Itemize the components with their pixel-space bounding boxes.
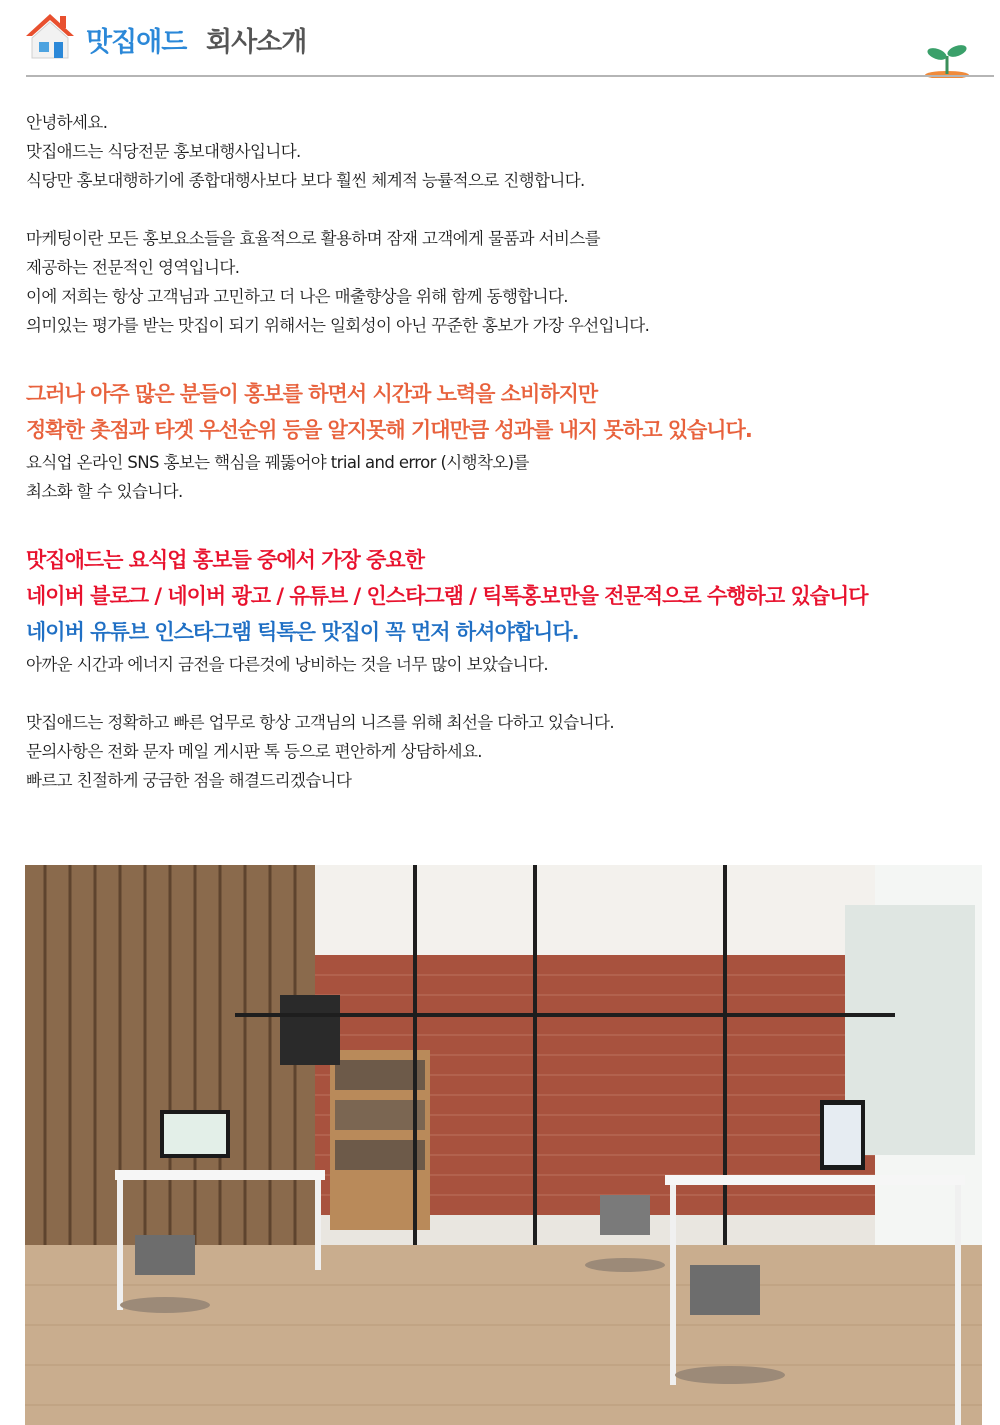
closing-line: 맛집애드는 정확하고 빠른 업무로 항상 고객님의 니즈를 위해 최선을 다하고 있습니다. bbox=[26, 713, 614, 732]
header-divider bbox=[26, 75, 994, 77]
closing-line: 빠르고 친절하게 궁금한 점을 해결드리겠습니다 bbox=[26, 771, 352, 790]
intro-line: 식당만 홍보대행하기에 종합대행사보다 보다 훨씬 체계적 능률적으로 진행합니다. bbox=[26, 171, 585, 190]
marketing-line: 의미있는 평가를 받는 맛집이 되기 위해서는 일회성이 아닌 꾸준한 홍보가 가장 우선입니다. bbox=[26, 316, 650, 335]
page-header bbox=[0, 0, 1000, 80]
house-icon bbox=[24, 12, 76, 60]
highlight-red-line: 네이버 블로그 / 네이버 광고 / 유튜브 / 인스타그램 / 틱톡홍보만을 전문적으로 수행하고 있습니다 bbox=[26, 584, 868, 608]
office-photo bbox=[25, 865, 982, 1425]
company-intro-text bbox=[26, 108, 976, 795]
sprout-icon bbox=[922, 40, 972, 78]
highlight-orange-line: 정확한 촛점과 타겟 우선순위 등을 알지못해 기대만큼 성과를 내지 못하고 있습니다. bbox=[26, 418, 752, 442]
highlight-red-line: 맛집애드는 요식업 홍보들 중에서 가장 중요한 bbox=[26, 548, 424, 572]
closing-line: 문의사항은 전화 문자 메일 게시판 톡 등으로 편안하게 상담하세요. bbox=[26, 742, 482, 761]
waste-line: 아까운 시간과 에너지 금전을 다른것에 낭비하는 것을 너무 많이 보았습니다. bbox=[26, 655, 548, 674]
marketing-line: 이에 저희는 항상 고객님과 고민하고 더 나은 매출향상을 위해 함께 동행합니다. bbox=[26, 287, 568, 306]
marketing-line: 마케팅이란 모든 홍보요소들을 효율적으로 활용하며 잠재 고객에게 물품과 서비스를 bbox=[26, 229, 601, 248]
marketing-line: 제공하는 전문적인 영역입니다. bbox=[26, 258, 240, 277]
intro-line: 안녕하세요. bbox=[26, 113, 108, 132]
intro-line: 맛집애드는 식당전문 홍보대행사입니다. bbox=[26, 142, 301, 161]
sns-line: 요식업 온라인 SNS 홍보는 핵심을 꿰뚫어야 trial and error (시행착오)를 bbox=[26, 453, 529, 472]
sns-line: 최소화 할 수 있습니다. bbox=[26, 482, 183, 501]
highlight-blue-line: 네이버 유튜브 인스타그램 틱톡은 맛집이 꼭 먼저 하셔야합니다. bbox=[26, 620, 579, 644]
page-title-brand: 맛집애드 bbox=[86, 27, 187, 58]
highlight-orange-line: 그러나 아주 많은 분들이 홍보를 하면서 시간과 노력을 소비하지만 bbox=[26, 382, 598, 406]
page-title-rest: 회사소개 bbox=[206, 27, 307, 58]
